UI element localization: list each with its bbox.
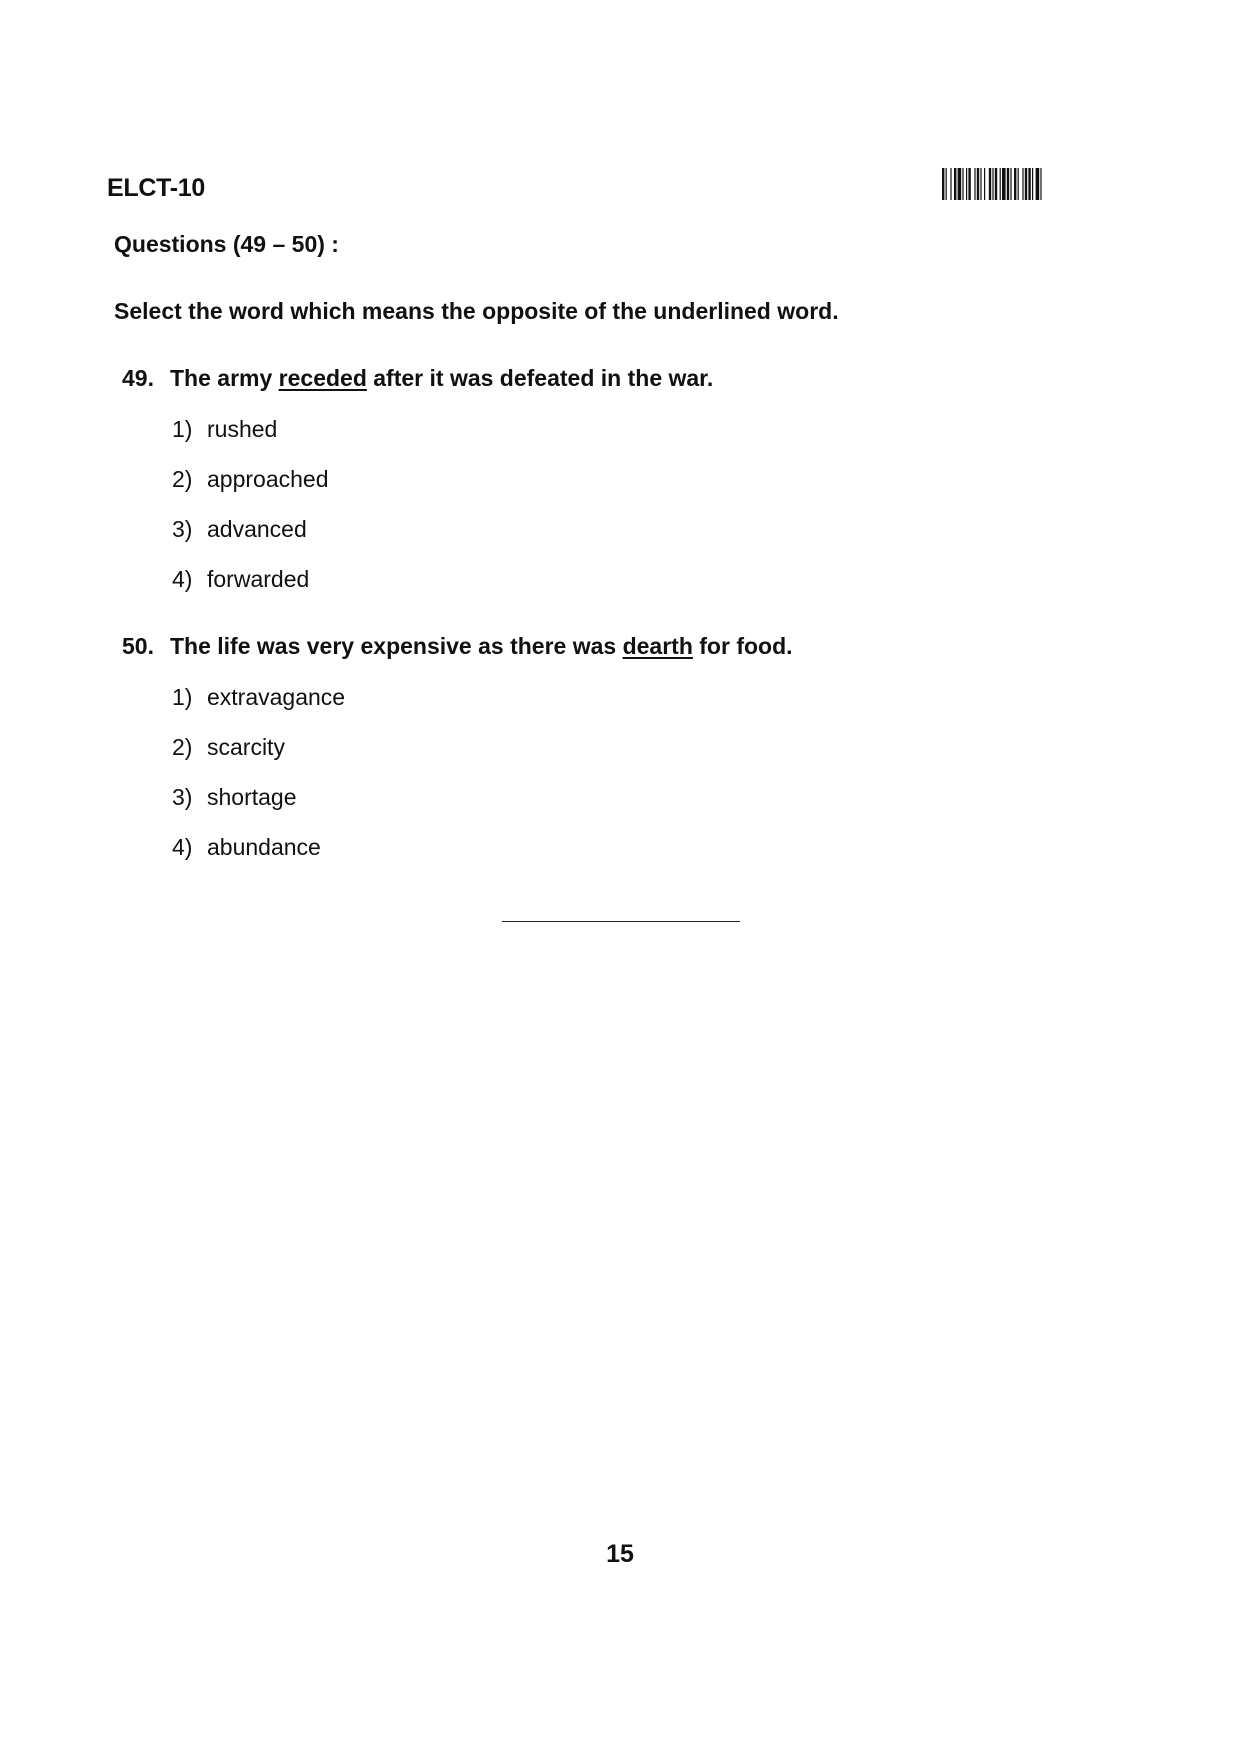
exam-code: ELCT-10 <box>107 174 205 202</box>
end-of-section-divider <box>502 921 740 922</box>
question-number: 50. <box>122 633 154 659</box>
option-49-2 <box>172 466 329 493</box>
option-49-1 <box>172 416 277 443</box>
option-text: approached <box>207 466 329 492</box>
option-number: 1) <box>172 684 193 710</box>
option-text: scarcity <box>207 734 285 760</box>
option-text: abundance <box>207 834 321 860</box>
section-heading: Questions (49 – 50) : <box>114 231 339 257</box>
page-number: 15 <box>606 1540 634 1568</box>
option-number: 2) <box>172 734 193 760</box>
stem-text: The army <box>170 365 279 391</box>
option-number: 1) <box>172 416 193 442</box>
stem-text: for food. <box>692 633 793 659</box>
option-text: forwarded <box>207 566 310 592</box>
question-50 <box>122 633 793 660</box>
option-50-2 <box>172 734 285 761</box>
question-stem <box>170 633 793 659</box>
question-49 <box>122 365 713 392</box>
option-text: advanced <box>207 516 307 542</box>
underlined-word: receded <box>278 365 367 391</box>
option-number: 2) <box>172 466 193 492</box>
option-49-3 <box>172 516 307 543</box>
option-49-4 <box>172 566 309 593</box>
option-number: 4) <box>172 566 193 592</box>
option-text: extravagance <box>207 684 346 710</box>
barcode-icon <box>942 168 1132 200</box>
option-number: 4) <box>172 834 193 860</box>
stem-text: after it was defeated in the war. <box>366 365 714 391</box>
stem-text: The life was very expensive as there was <box>170 633 623 659</box>
question-number: 49. <box>122 365 154 391</box>
option-50-4 <box>172 834 321 861</box>
option-number: 3) <box>172 784 193 810</box>
option-number: 3) <box>172 516 193 542</box>
section-instruction: Select the word which means the opposite of the underlined word. <box>114 298 839 324</box>
question-stem <box>170 365 713 391</box>
option-50-3 <box>172 784 297 811</box>
option-text: rushed <box>207 416 278 442</box>
option-50-1 <box>172 684 345 711</box>
option-text: shortage <box>207 784 297 810</box>
underlined-word: dearth <box>622 633 693 659</box>
